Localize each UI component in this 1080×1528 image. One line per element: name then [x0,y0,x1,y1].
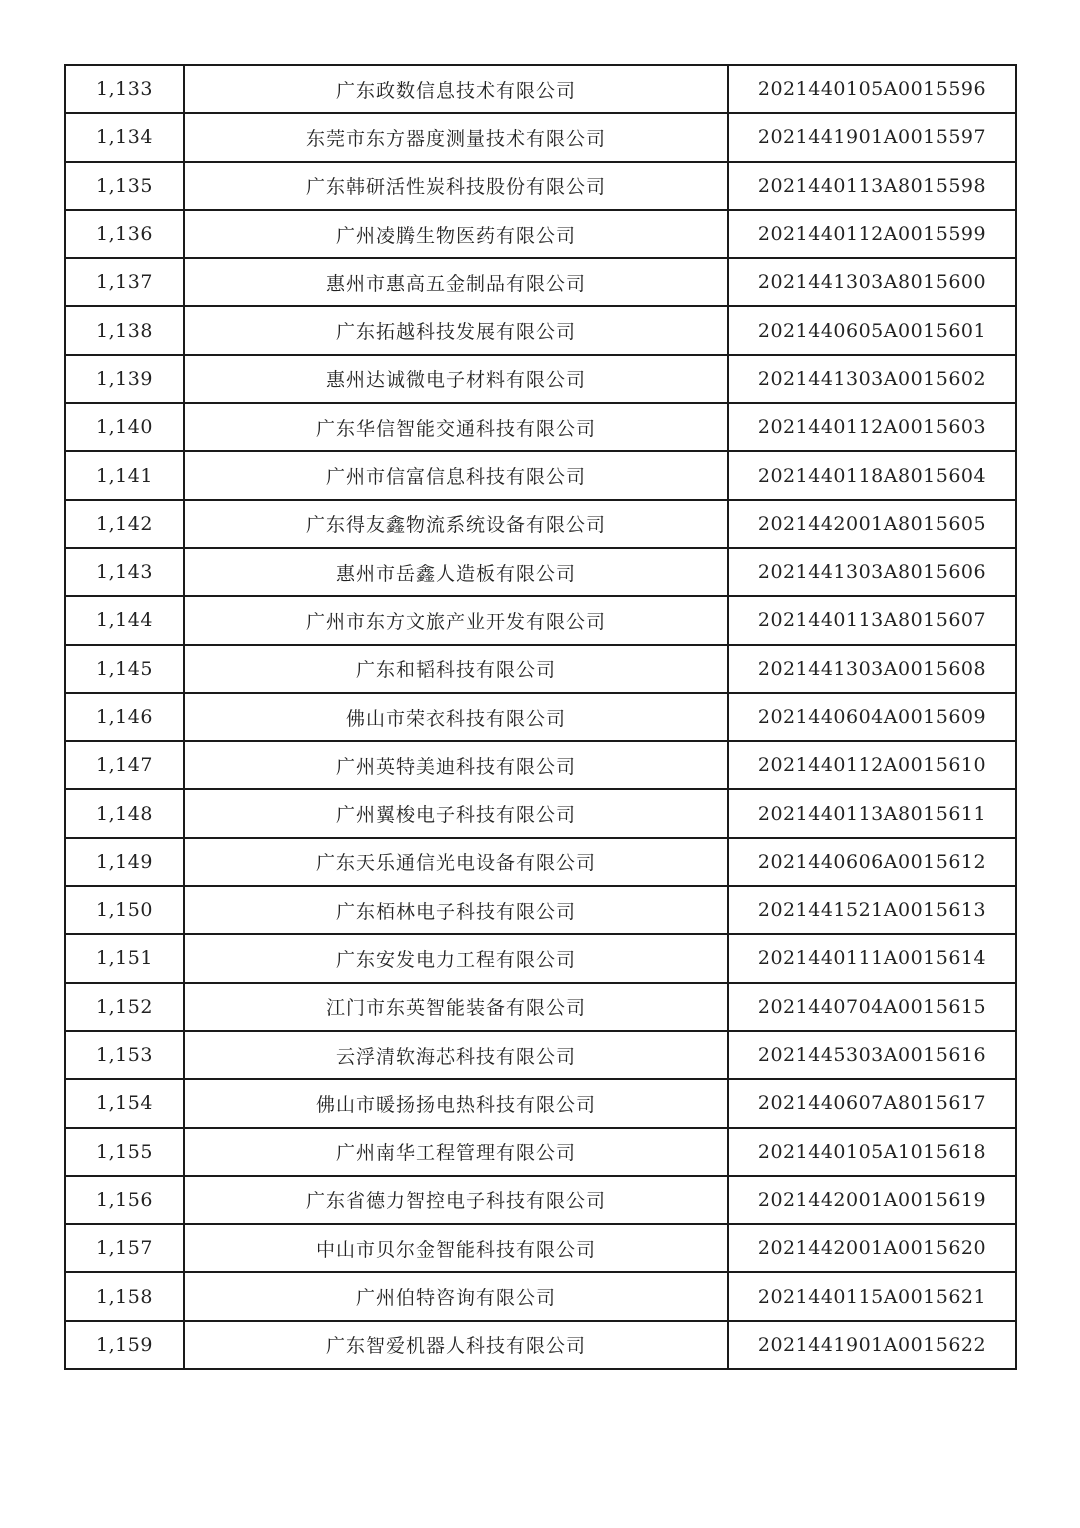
registration-code-cell: 2021442001A8015605 [728,500,1016,548]
row-index-cell: 1,140 [65,403,184,451]
registration-code-cell: 2021441901A0015622 [728,1321,1016,1369]
table-row [65,886,1016,934]
company-name-cell: 广东安发电力工程有限公司 [184,934,728,982]
row-index-cell: 1,149 [65,838,184,886]
company-name-cell: 广东拓越科技发展有限公司 [184,306,728,354]
company-name-cell: 广东智爱机器人科技有限公司 [184,1321,728,1369]
company-name-cell: 广东和韬科技有限公司 [184,645,728,693]
registration-code-cell: 2021441303A0015608 [728,645,1016,693]
table-row [65,1079,1016,1127]
company-name-cell: 广东天乐通信光电设备有限公司 [184,838,728,886]
registration-code-cell: 2021440112A0015603 [728,403,1016,451]
company-name-cell: 广州翼梭电子科技有限公司 [184,789,728,837]
registration-code-cell: 2021440604A0015609 [728,693,1016,741]
company-name-cell: 广州凌腾生物医药有限公司 [184,210,728,258]
registration-code-cell: 2021440111A0015614 [728,934,1016,982]
company-name-cell: 中山市贝尔金智能科技有限公司 [184,1224,728,1272]
registration-code-cell: 2021441303A8015606 [728,548,1016,596]
table-row [65,1176,1016,1224]
company-name-cell: 广东韩研活性炭科技股份有限公司 [184,162,728,210]
row-index-cell: 1,155 [65,1128,184,1176]
table-row [65,838,1016,886]
table-row [65,451,1016,499]
table-row [65,645,1016,693]
table-row [65,548,1016,596]
table-row [65,306,1016,354]
row-index-cell: 1,152 [65,983,184,1031]
company-name-cell: 广州英特美迪科技有限公司 [184,741,728,789]
row-index-cell: 1,158 [65,1272,184,1320]
table-row [65,1321,1016,1369]
row-index-cell: 1,143 [65,548,184,596]
table-row [65,500,1016,548]
row-index-cell: 1,150 [65,886,184,934]
registration-code-cell: 2021442001A0015619 [728,1176,1016,1224]
row-index-cell: 1,139 [65,355,184,403]
row-index-cell: 1,153 [65,1031,184,1079]
company-name-cell: 广东省德力智控电子科技有限公司 [184,1176,728,1224]
registration-code-cell: 2021440105A1015618 [728,1128,1016,1176]
company-name-cell: 广州伯特咨询有限公司 [184,1272,728,1320]
row-index-cell: 1,159 [65,1321,184,1369]
company-name-cell: 广州市东方文旅产业开发有限公司 [184,596,728,644]
company-name-cell: 广州市信富信息科技有限公司 [184,451,728,499]
row-index-cell: 1,144 [65,596,184,644]
company-name-cell: 云浮清软海芯科技有限公司 [184,1031,728,1079]
row-index-cell: 1,151 [65,934,184,982]
company-name-cell: 佛山市暖扬扬电热科技有限公司 [184,1079,728,1127]
registration-code-cell: 2021440112A0015599 [728,210,1016,258]
company-name-cell: 佛山市荣衣科技有限公司 [184,693,728,741]
row-index-cell: 1,133 [65,65,184,113]
row-index-cell: 1,142 [65,500,184,548]
row-index-cell: 1,137 [65,258,184,306]
row-index-cell: 1,147 [65,741,184,789]
table-row [65,1031,1016,1079]
row-index-cell: 1,157 [65,1224,184,1272]
row-index-cell: 1,141 [65,451,184,499]
registration-code-cell: 2021440105A0015596 [728,65,1016,113]
registration-code-cell: 2021441901A0015597 [728,113,1016,161]
registration-code-cell: 2021440112A0015610 [728,741,1016,789]
table-body [65,65,1016,1369]
table-row [65,65,1016,113]
company-name-cell: 惠州市岳鑫人造板有限公司 [184,548,728,596]
row-index-cell: 1,138 [65,306,184,354]
row-index-cell: 1,135 [65,162,184,210]
row-index-cell: 1,136 [65,210,184,258]
registration-code-cell: 2021440113A8015598 [728,162,1016,210]
table-row [65,693,1016,741]
table-row [65,934,1016,982]
registration-code-cell: 2021440113A8015607 [728,596,1016,644]
table-row [65,162,1016,210]
registration-code-cell: 2021445303A0015616 [728,1031,1016,1079]
company-name-cell: 广东得友鑫物流系统设备有限公司 [184,500,728,548]
registration-code-cell: 2021440605A0015601 [728,306,1016,354]
table-row [65,983,1016,1031]
registration-code-cell: 2021441303A8015600 [728,258,1016,306]
row-index-cell: 1,154 [65,1079,184,1127]
company-name-cell: 江门市东英智能装备有限公司 [184,983,728,1031]
table-row [65,596,1016,644]
table-row [65,258,1016,306]
row-index-cell: 1,134 [65,113,184,161]
registration-code-cell: 2021442001A0015620 [728,1224,1016,1272]
row-index-cell: 1,145 [65,645,184,693]
registration-code-cell: 2021441303A0015602 [728,355,1016,403]
registration-code-cell: 2021440113A8015611 [728,789,1016,837]
company-name-cell: 广东政数信息技术有限公司 [184,65,728,113]
registration-code-cell: 2021440607A8015617 [728,1079,1016,1127]
row-index-cell: 1,148 [65,789,184,837]
table-row [65,789,1016,837]
company-name-cell: 惠州达诚微电子材料有限公司 [184,355,728,403]
company-list-table [64,64,1017,1370]
registration-code-cell: 2021440115A0015621 [728,1272,1016,1320]
company-name-cell: 惠州市惠高五金制品有限公司 [184,258,728,306]
company-name-cell: 广东栢林电子科技有限公司 [184,886,728,934]
company-name-cell: 广州南华工程管理有限公司 [184,1128,728,1176]
table-row [65,355,1016,403]
row-index-cell: 1,146 [65,693,184,741]
table-row [65,1272,1016,1320]
registration-code-cell: 2021440606A0015612 [728,838,1016,886]
table-row [65,113,1016,161]
company-name-cell: 广东华信智能交通科技有限公司 [184,403,728,451]
company-name-cell: 东莞市东方器度测量技术有限公司 [184,113,728,161]
table-row [65,210,1016,258]
table-row [65,403,1016,451]
registration-code-cell: 2021440704A0015615 [728,983,1016,1031]
registration-code-cell: 2021441521A0015613 [728,886,1016,934]
row-index-cell: 1,156 [65,1176,184,1224]
registration-code-cell: 2021440118A8015604 [728,451,1016,499]
table-row [65,1128,1016,1176]
table-row [65,741,1016,789]
table-row [65,1224,1016,1272]
